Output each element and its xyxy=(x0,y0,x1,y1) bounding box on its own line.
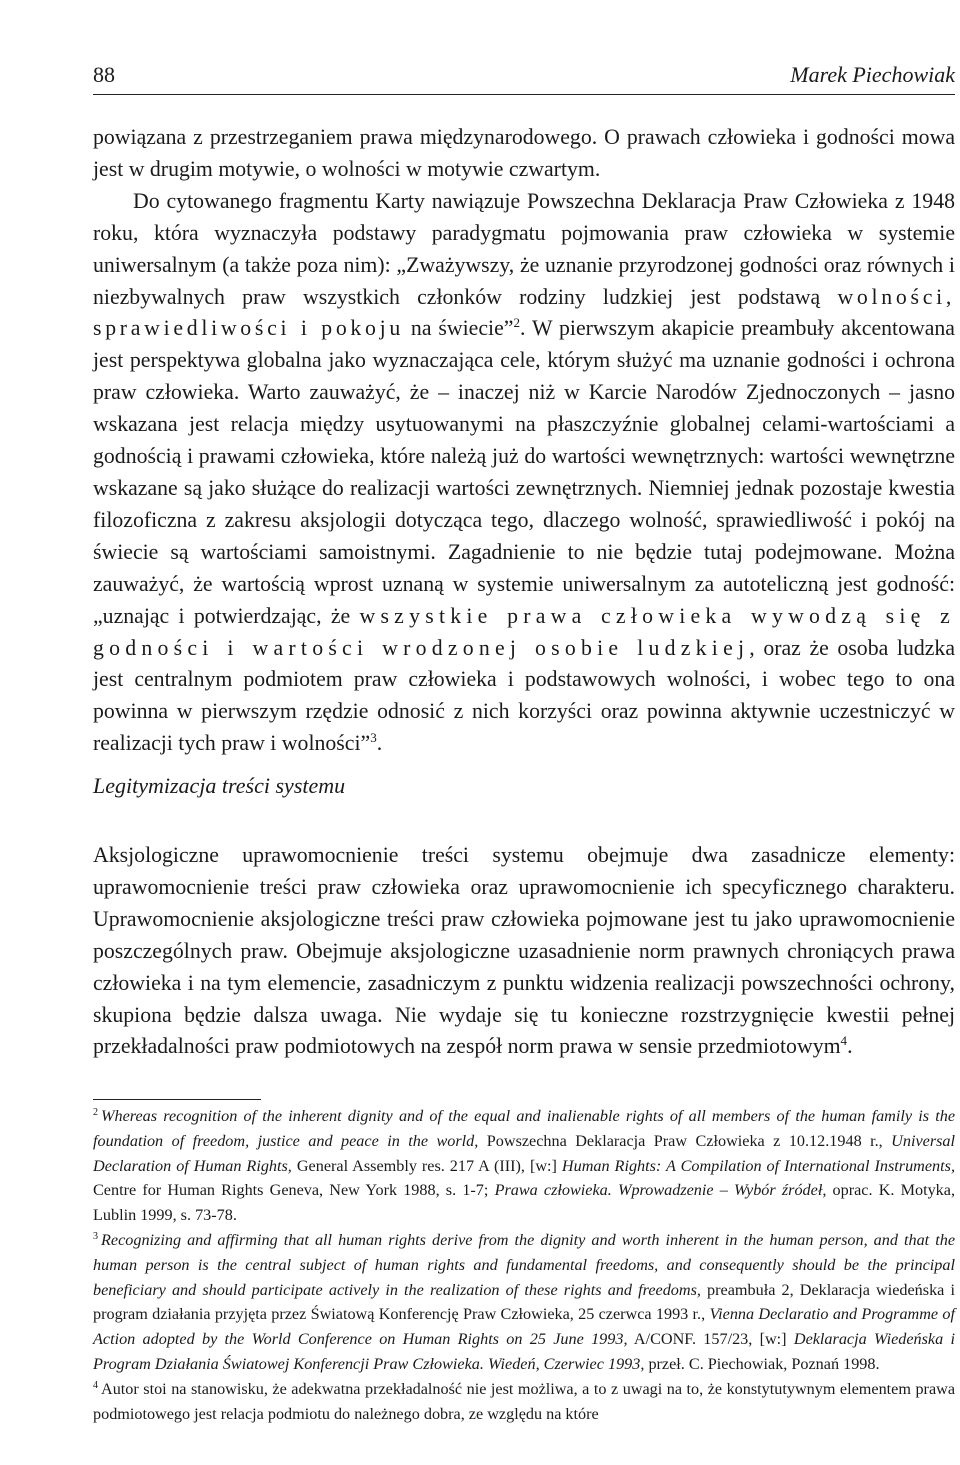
p2-spaced-quote-2: wszystkie prawa człowieka wywodzą się z godności i wartości wrodzonej osobie ludzkiej xyxy=(93,603,955,660)
paragraph-1: powiązana z przestrzeganiem prawa międzynarodowego. O prawach człowieka i godności mowa jest w drugim motywie, o wolności w motywie czwartym. xyxy=(93,125,955,181)
footnote-4 xyxy=(93,1377,955,1427)
fn3-italic-3: Deklaracja Wiedeńska i Program Działania Światowej Konferencji Praw Człowieka. Wiedeń, Czerwiec 1993, xyxy=(93,1330,955,1373)
fn2-italic-4: Prawa człowieka. Wprowadzenie – Wybór źródeł, xyxy=(494,1181,827,1200)
fn2-text-3: Centre for Human Rights Geneva, New York 1988, s. 1-7; xyxy=(93,1181,495,1200)
fn3-text-2: A/CONF. 157/23, [w:] xyxy=(627,1330,794,1349)
running-header xyxy=(93,62,955,95)
running-author: Marek Piechowiak xyxy=(790,62,955,87)
fn2-text-2: General Assembly res. 217 A (III), [w:] xyxy=(291,1156,562,1175)
fn3-italic-2: Vienna Declaratio and Programme of Action adopted by the World Conference on Human Rights on 25 June 1993, xyxy=(93,1305,956,1349)
p2-end: . xyxy=(376,731,383,756)
main-text xyxy=(93,122,955,760)
p2-lead: Do cytowanego fragmentu Karty nawiązuje Powszechna Deklaracja Praw Człowieka z 1948 roku, która wyznaczyła podstawy paradygmatu pojmowania praw człowieka w systemie uniwersalnym (a także poza nim): „Zważywszy, że uznanie przyrodzonej godności oraz równych i niezbywalnych praw wszystkich członków rodziny ludzkiej jest podstawą xyxy=(93,188,955,309)
fn3-text-3: przeł. C. Piechowiak, Poznań 1998. xyxy=(644,1354,880,1373)
fn2-text-1: Powszechna Deklaracja Praw Człowieka z 10.12.1948 r., xyxy=(478,1131,892,1150)
footnote-ref-2[interactable]: 2 xyxy=(513,315,520,331)
section-paragraph xyxy=(93,840,955,1063)
footnote-3 xyxy=(93,1228,955,1377)
fn3-text-1: preambuła 2, Deklaracja wiedeńska i program działania przyjęta przez Światową Konferencję Praw Człowieka, 25 czerwca 1993 r., xyxy=(93,1280,955,1324)
footnote-ref-4[interactable]: 4 xyxy=(840,1033,848,1049)
footnote-2-mark: 2 xyxy=(93,1107,99,1119)
p2-tail: , oraz że osoba ludzka jest centralnym podmiotem praw człowieka i podstawowych wolności, i wobec tego to ona powinna w pierwszym rzędzie odnosić z nich korzyści oraz powinna aktywnie uczestniczyć w realizacji tych praw i wolności” xyxy=(93,635,955,756)
p2-after-spaced: na świecie” xyxy=(404,316,514,341)
section-end: . xyxy=(847,1034,853,1059)
section-body: Aksjologiczne uprawomocnienie treści systemu obejmuje dwa zasadnicze elementy: uprawomocnienie treści praw człowieka oraz uprawomocnienie ich specyficznego charakteru. Uprawomocnienie aksjologiczne treści praw człowieka pojmowane jest tu jako uprawomocnienie poszczególnych praw. Obejmuje aksjologiczne uzasadnienie norm prawnych chroniących prawa człowieka i na tym elemencie, zasadniczym z punktu widzenia realizacji powszechności ochrony, skupiona będzie dalsza uwaga. Nie wydaje się tu konieczne rozstrzygnięcie kwestii pełnej przekładalności praw podmiotowych na zespół norm prawa w sensie przedmiotowym xyxy=(93,843,955,1059)
fn3-italic-1: Recognizing and affirming that all human rights derive from the dignity and worth inherent in the human person, and that the human person is the central subject of human rights and fundamental freedoms, and consequently should be the principal beneficiary and should participate actively in the realization of these rights and freedoms, xyxy=(93,1230,955,1299)
fn2-italic-3: Human Rights: A Compilation of International Instruments, xyxy=(561,1156,955,1175)
footnotes xyxy=(93,1104,955,1426)
fn4-text: Autor stoi na stanowisku, że adekwatna przekładalność nie jest możliwa, a to z uwagi na to, że konstytutywnym elementem prawa podmiotowego jest relacja podmiotu do należnego dobra, ze względu na które xyxy=(93,1379,955,1423)
footnote-4-mark: 4 xyxy=(93,1380,99,1392)
paragraph-2 xyxy=(93,186,955,760)
fn2-italic-2: Universal Declaration of Human Rights, xyxy=(93,1131,956,1175)
p2-spaced-quote: wolności, sprawiedliwości i pokoju xyxy=(93,284,955,341)
p2-rest: . W pierwszym akapicie preambuły akcentowana jest perspektywa globalna jako wyznaczająca cele, którym służyć ma uznanie godności i ochrona praw człowieka. Warto zauważyć, że – inaczej niż w Karcie Narodów Zjednoczonych – jasno wskazana jest relacja między usytuowanymi na płaszczyźnie globalnej celami-wartościami a godnością i prawami człowieka, które należą już do wartości wewnętrznych: wartości wewnętrzne wskazane są jako służące do realizacji wartości zewnętrznych. Niemniej jednak pozostaje kwestia filozoficzna z zakresu aksjologii dotycząca tego, dlaczego wolność, sprawiedliwość i pokój na świecie są wartościami samoistnymi. Zagadnienie to nie będzie tutaj podejmowane. Można zauważyć, że wartością wprost uznaną w systemie uniwersalnym za autoteliczną jest godność: „uznając i potwierdzając, że xyxy=(93,316,955,628)
page-number: 88 xyxy=(93,62,115,87)
footnote-3-mark: 3 xyxy=(93,1231,99,1243)
section-heading: Legitymizacja treści systemu xyxy=(93,773,346,798)
footnote-ref-3[interactable]: 3 xyxy=(370,730,377,746)
fn2-italic-1: Whereas recognition of the inherent dignity and of the equal and inalienable rights of all members of the human family is the foundation of freedom, justice and peace in the world, xyxy=(93,1107,955,1150)
footnote-separator xyxy=(93,1099,261,1100)
footnote-2 xyxy=(93,1104,955,1228)
section-text xyxy=(93,840,955,1063)
fn2-text-4: oprac. K. Motyka, Lublin 1999, s. 73-78. xyxy=(93,1181,956,1225)
